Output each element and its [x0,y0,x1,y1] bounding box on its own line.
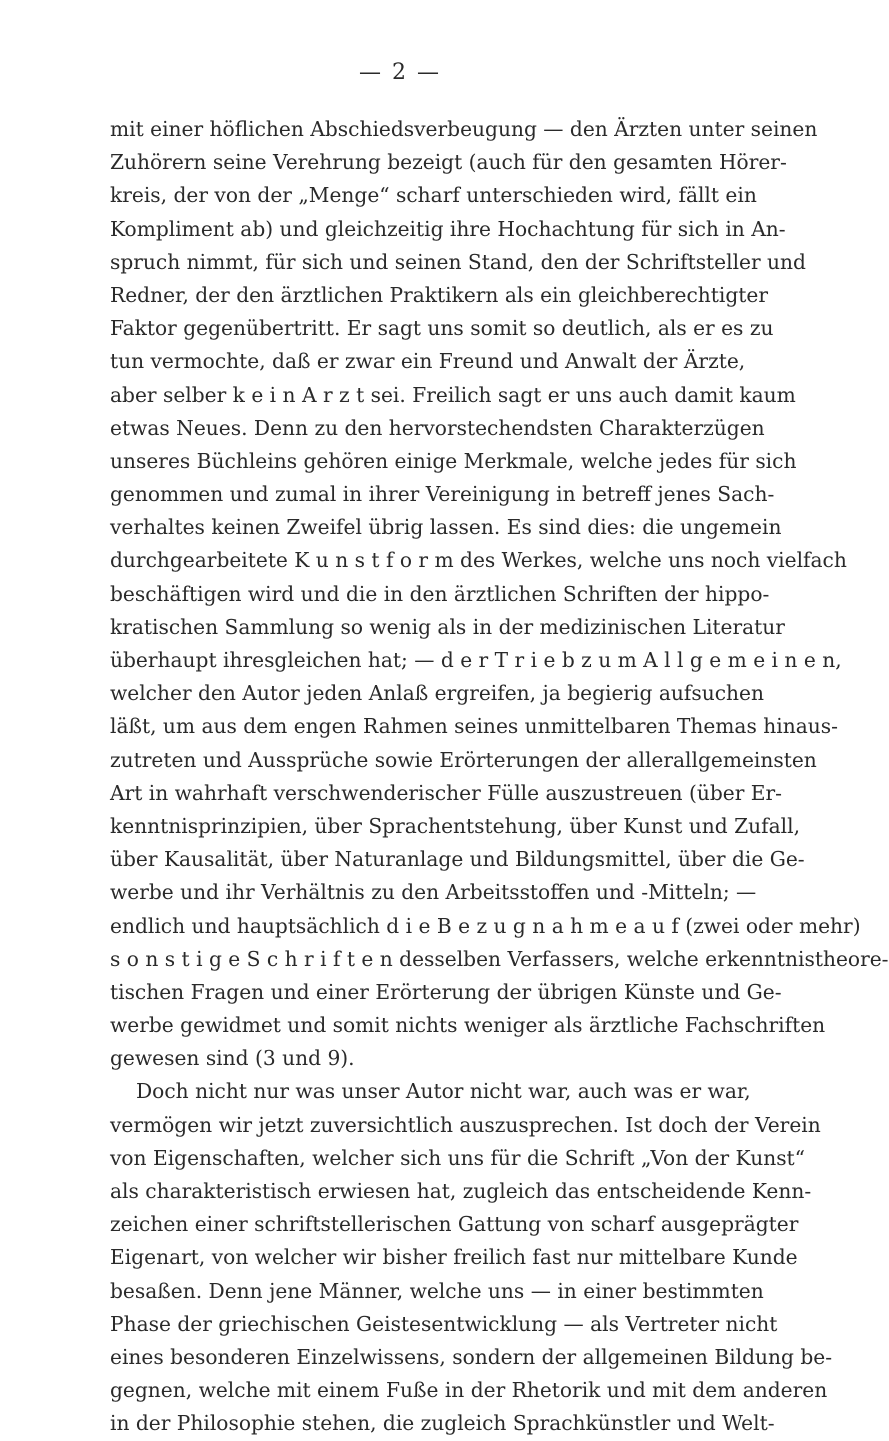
text-line: s o n s t i g e S c h r i f t e n desselben Verfassers, welche erkenntnistheore- [110,946,889,971]
text-line: spruch nimmt, für sich und seinen Stand, den der Schriftsteller und [110,249,806,274]
text-line: Eigenart, von welcher wir bisher freilich fast nur mittelbare Kunde [110,1245,798,1270]
text-line: gewesen sind (3 und 9). [110,1046,355,1071]
text-line: zeichen einer schriftstellerischen Gattung von scharf ausgeprägter [110,1212,799,1237]
text-line: kratischen Sammlung so wenig als in der medizinischen Literatur [110,614,785,639]
text-line: Phase der griechischen Geistesentwicklung — als Vertreter nicht [110,1311,778,1336]
body-text [110,113,889,1441]
text-line: Kompliment ab) und gleichzeitig ihre Hochachtung für sich in An- [110,216,786,241]
text-line: vermögen wir jetzt zuversichtlich auszusprechen. Ist doch der Verein [110,1112,821,1137]
text-line: von Eigenschaften, welcher sich uns für die Schrift „Von der Kunst“ [110,1145,805,1170]
text-line: als charakteristisch erwiesen hat, zugleich das entscheidende Kenn- [110,1179,812,1203]
text-line: über Kausalität, über Naturanlage und Bildungsmittel, über die Ge- [110,847,805,872]
text-line: etwas Neues. Denn zu den hervorstechendsten Charakterzügen [110,415,765,440]
text-line: kenntnisprinzipien, über Sprachentstehung, über Kunst und Zufall, [110,813,801,838]
text-line: zutreten und Aussprüche sowie Erörterungen der allerallgemeinsten [110,747,817,772]
text-line: kreis, der von der „Menge“ scharf unterschieden wird, fällt ein [110,183,757,208]
text-line: in der Philosophie stehen, die zugleich Sprachkünstler und Welt- [110,1411,775,1436]
text-line: tun vermochte, daß er zwar ein Freund und Anwalt der Ärzte, [110,349,746,374]
text-line: Art in wahrhaft verschwenderischer Fülle auszustreuen (über Er- [110,780,782,805]
text-line: überhaupt ihresgleichen hat; — d e r T r i e b z u m A l l g e m e i n e n, [110,648,842,672]
text-line: Faktor gegenübertritt. Er sagt uns somit so deutlich, als er es zu [110,316,774,341]
page-number: — 2 — [359,60,441,85]
text-line: werbe und ihr Verhältnis zu den Arbeitsstoffen und -Mitteln; — [110,880,757,905]
text-line: mit einer höflichen Abschiedsverbeugung — den Ärzten unter seinen [110,117,818,141]
text-line: Doch nicht nur was unser Autor nicht war, auch was er war, [136,1079,751,1104]
text-line: beschäftigen wird und die in den ärztlichen Schriften der hippo- [110,581,770,606]
text-line: durchgearbeitete K u n s t f o r m des Werkes, welche uns noch vielfach [110,548,847,573]
text-line: gegnen, welche mit einem Fuße in der Rhetorik und mit dem anderen [110,1378,828,1403]
text-line: Redner, der den ärztlichen Praktikern als ein gleichberechtigter [110,282,769,307]
text-line: läßt, um aus dem engen Rahmen seines unmittelbaren Themas hinaus- [110,714,838,739]
text-line: Zuhörern seine Verehrung bezeigt (auch für den gesamten Hörer- [110,150,787,175]
text-line: tischen Fragen und einer Erörterung der übrigen Künste und Ge- [110,979,782,1004]
text-line: eines besonderen Einzelwissens, sondern der allgemeinen Bildung be- [110,1344,833,1369]
text-line: unseres Büchleins gehören einige Merkmale, welche jedes für sich [110,448,797,473]
text-line: besaßen. Denn jene Männer, welche uns — in einer bestimmten [110,1278,764,1303]
text-line: verhaltes keinen Zweifel übrig lassen. Es sind dies: die ungemein [110,515,782,540]
text-line: endlich und hauptsächlich d i e B e z u g n a h m e a u f (zwei oder mehr) [110,913,861,938]
text-line: genommen und zumal in ihrer Vereinigung in betreff jenes Sach- [110,482,775,507]
text-line: welcher den Autor jeden Anlaß ergreifen, ja begierig aufsuchen [110,681,764,706]
text-line: werbe gewidmet und somit nichts weniger als ärztliche Fachschriften [110,1013,826,1038]
text-line: aber selber k e i n A r z t sei. Freilich sagt er uns auch damit kaum [110,382,796,407]
